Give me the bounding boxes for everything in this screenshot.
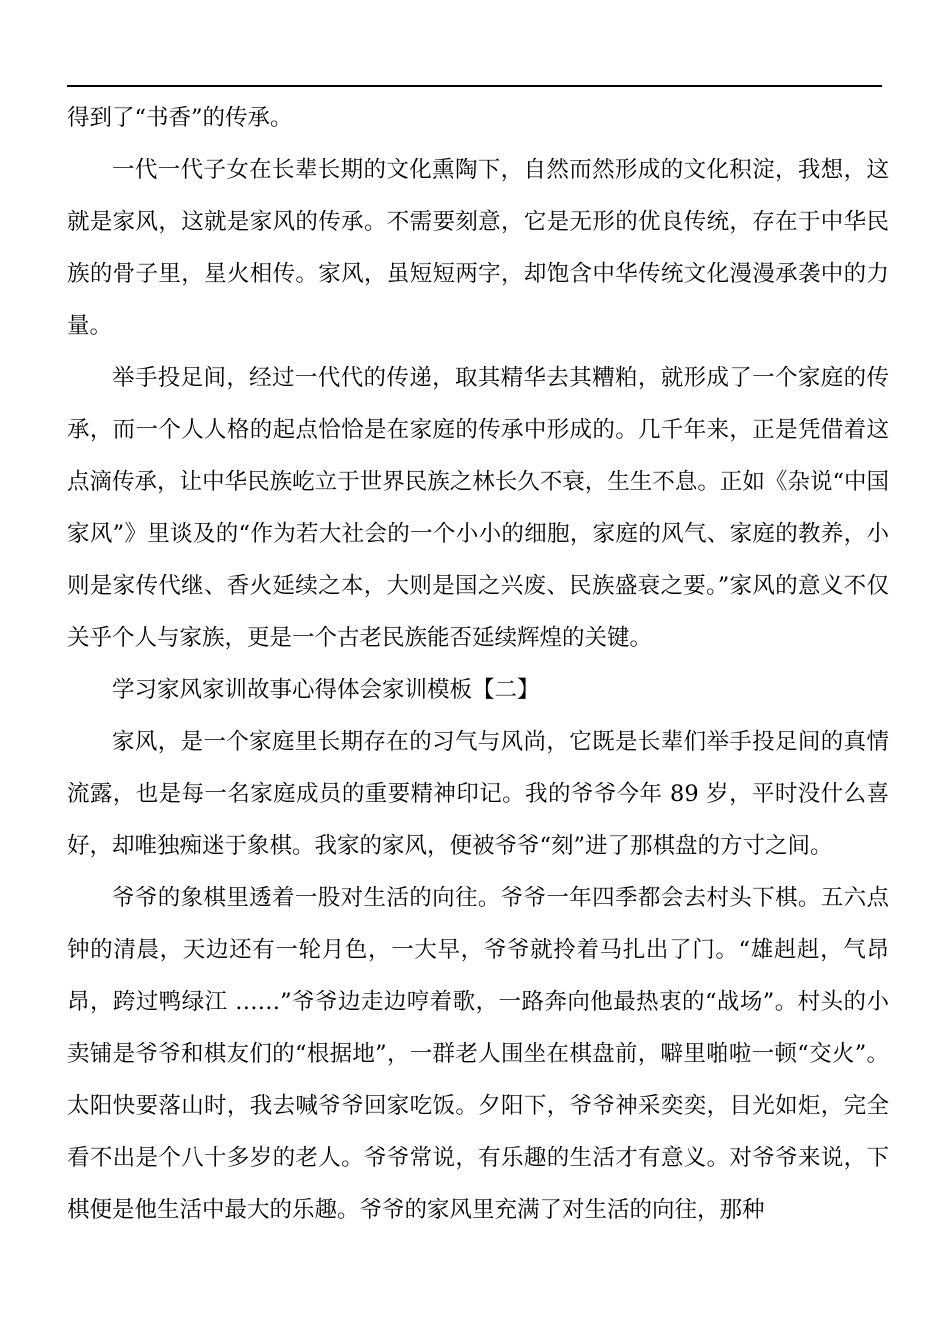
paragraph-continuation: 得到了“书香”的传承。 (67, 105, 293, 131)
paragraph-cultural-heritage: 一代一代子女在长辈长期的文化熏陶下，自然而然形成的文化积淀，我想，这就是家风，这就是家风的传承。不需要刻意，它是无形的优良传统，存在于中华民族的骨子里，星火相传。家风，虽短短两字，却饱含中华传统文化漫漫承袭中的力量。 (67, 157, 889, 339)
section-heading: 学习家风家训故事心得体会家训模板【二】 (112, 677, 540, 703)
header-rule (67, 85, 882, 87)
paragraph-grandfather-chess: 爷爷的象棋里透着一股对生活的向往。爷爷一年四季都会去村头下棋。五六点钟的清晨，天边还有一轮月色，一大早，爷爷就拎着马扎出了门。“雄赳赳，气昂昂，跨过鸭绿江 ……”爷爷边走边哼着歌，一路奔向他最热衷的“战场”。村头的小卖铺是爷爷和棋友们的“根据地”，一群老人围坐在棋盘前，噼里啪啦一顿“交火”。太阳快要落山时，我去喊爷爷回家吃饭。夕阳下，爷爷神采奕奕，目光如炬，完全看不出是个八十多岁的老人。爷爷常说，有乐趣的生活才有意义。对爷爷来说，下棋便是他生活中最大的乐趣。爷爷的家风里充满了对生活的向往，那种 (67, 885, 889, 1223)
paragraph-family-legacy: 举手投足间，经过一代代的传递，取其精华去其糟粕，就形成了一个家庭的传承，而一个人人格的起点恰恰是在家庭的传承中形成的。几千年来，正是凭借着这点滴传承，让中华民族屹立于世界民族之林长久不衰，生生不息。正如《杂说“中国家风”》里谈及的“作为若大社会的一个小小的细胞，家庭的风气、家庭的教养，小则是家传代继、香火延续之本，大则是国之兴废、民族盛衰之要。”家风的意义不仅关乎个人与家族，更是一个古老民族能否延续辉煌的关键。 (67, 365, 889, 651)
document-body (67, 92, 889, 1236)
paragraph-family-style-intro: 家风，是一个家庭里长期存在的习气与风尚，它既是长辈们举手投足间的真情流露，也是每一名家庭成员的重要精神印记。我的爷爷今年 89 岁，平时没什么喜好，却唯独痴迷于象棋。我家的家风，便被爷爷“刻”进了那棋盘的方寸之间。 (67, 729, 889, 859)
